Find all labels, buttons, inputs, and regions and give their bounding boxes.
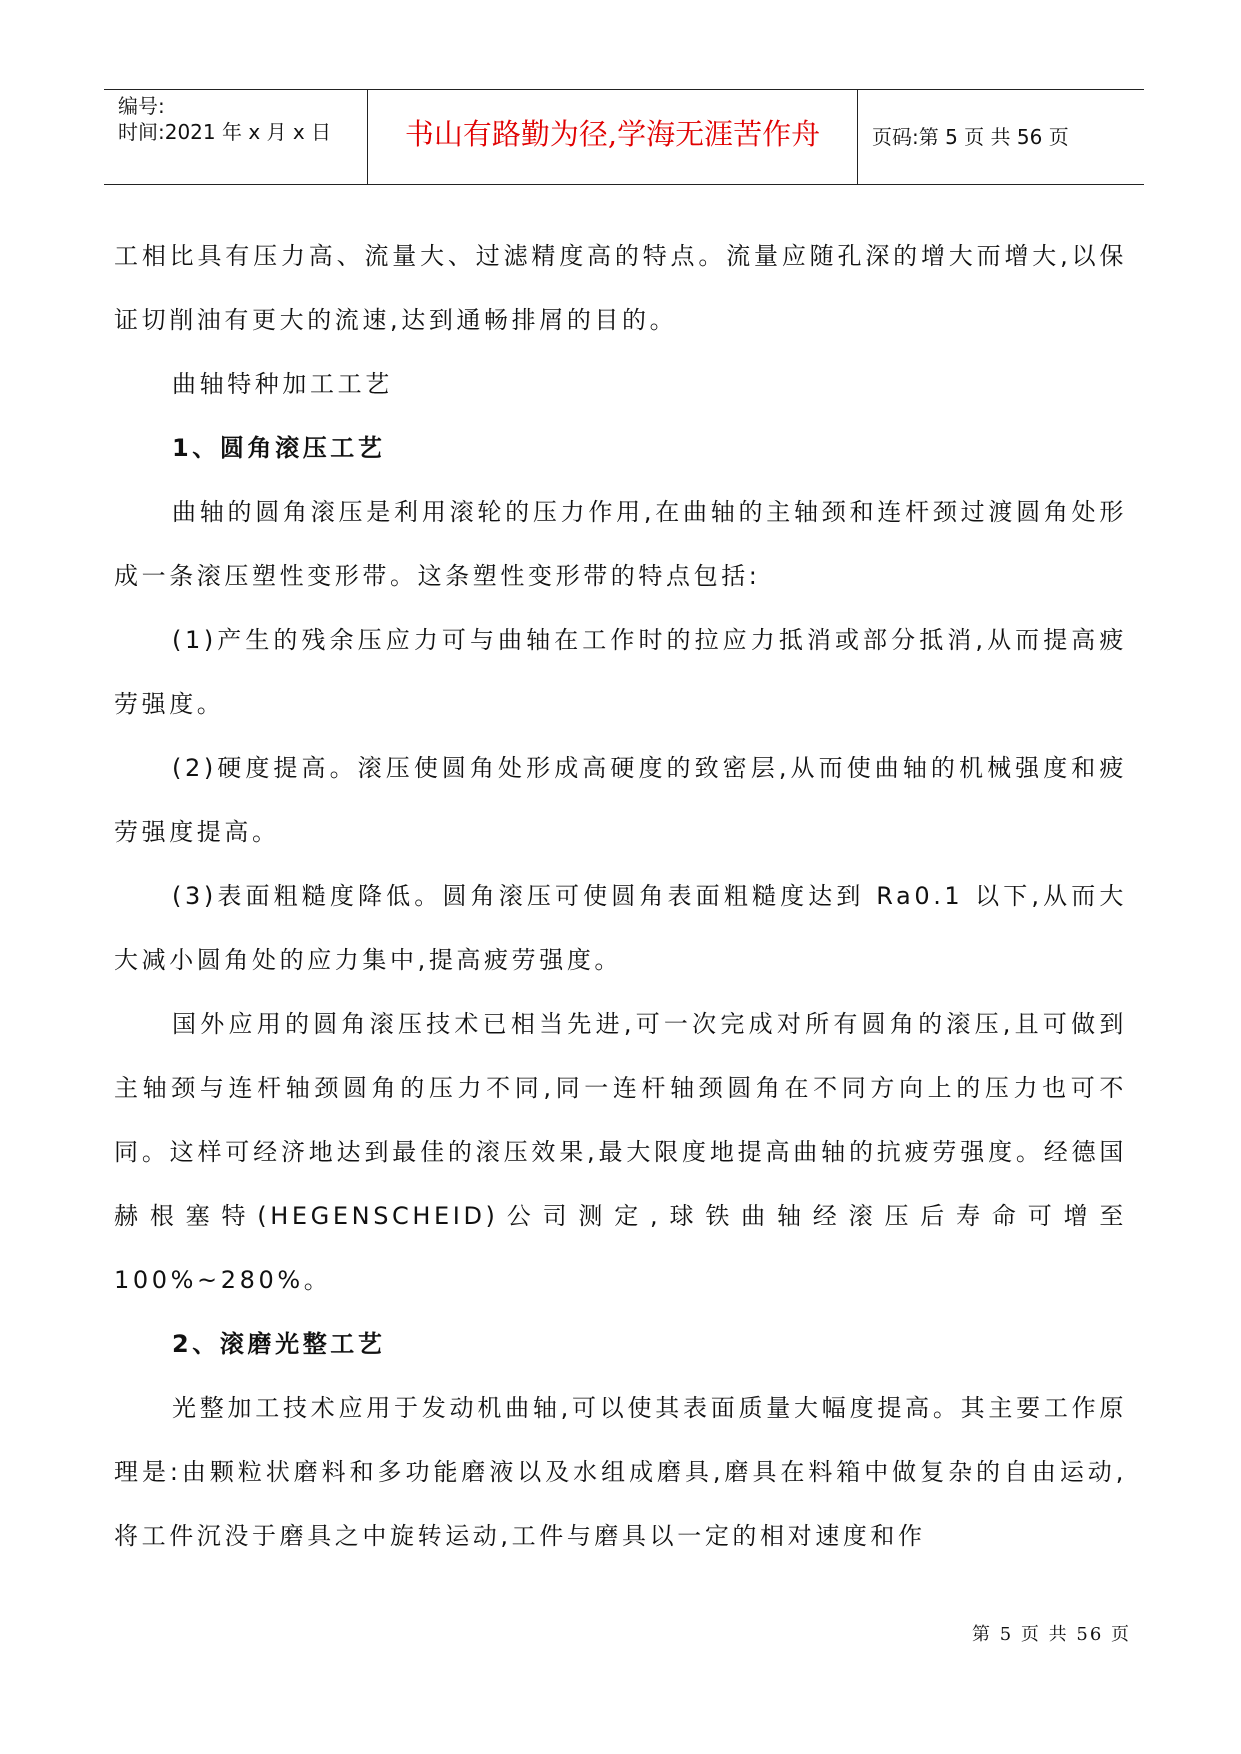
page-footer: 第 5 页 共 56 页 [972,1624,1131,1645]
document-time: 时间:2021 年 x 月 x 日 [118,120,332,144]
page-header [104,89,1144,185]
paragraph: 光整加工技术应用于发动机曲轴,可以使其表面质量大幅度提高。其主要工作原理是:由颗粒状磨料和多功能磨液以及水组成磨具,磨具在料箱中做复杂的自由运动,将工件沉没于磨具之中旋转运动,工件与磨具以一定的相对速度和作 [114,1394,1127,1550]
paragraph: 国外应用的圆角滚压技术已相当先进,可一次完成对所有圆角的滚压,且可做到主轴颈与连杆轴颈圆角的压力不同,同一连杆轴颈圆角在不同方向上的压力也可不同。这样可经济地达到最佳的滚压效果,最大限度地提高曲轴的抗疲劳强度。经德国赫根塞特(HEGENSCHEID)公司测定,球铁曲轴经滚压后寿命可增至100%~280%。 [114,1010,1127,1294]
header-meta-cell [104,90,368,184]
section-heading: 2、滚磨光整工艺 [172,1330,386,1358]
paragraph: 曲轴的圆角滚压是利用滚轮的压力作用,在曲轴的主轴颈和连杆颈过渡圆角处形成一条滚压塑性变形带。这条塑性变形带的特点包括: [114,498,1127,590]
paragraph: 工相比具有压力高、流量大、过滤精度高的特点。流量应随孔深的增大而增大,以保证切削油有更大的流速,达到通畅排屑的目的。 [114,242,1127,334]
section-title: 曲轴特种加工工艺 [172,370,393,398]
section-heading: 1、圆角滚压工艺 [172,434,386,462]
header-motto-cell [368,90,858,184]
document-number-label: 编号: [118,94,165,118]
header-page-cell [858,90,1144,184]
list-item: (1)产生的残余压应力可与曲轴在工作时的拉应力抵消或部分抵消,从而提高疲劳强度。 [114,626,1127,718]
document-body [114,224,1127,1568]
list-item: (2)硬度提高。滚压使圆角处形成高硬度的致密层,从而使曲轴的机械强度和疲劳强度提高。 [114,754,1127,846]
header-motto: 书山有路勤为径,学海无涯苦作舟 [404,117,821,151]
header-page-info: 页码:第 5 页 共 56 页 [872,125,1069,149]
list-item: (3)表面粗糙度降低。圆角滚压可使圆角表面粗糙度达到 Ra0.1 以下,从而大大减小圆角处的应力集中,提高疲劳强度。 [114,882,1127,974]
